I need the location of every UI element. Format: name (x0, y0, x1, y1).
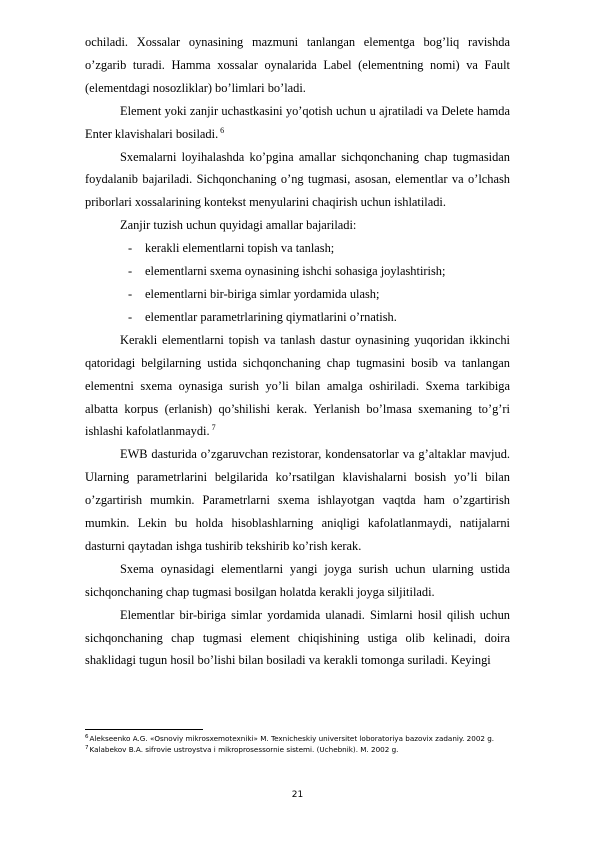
list-item (85, 260, 510, 283)
paragraph-2-text: Element yoki zanjir uchastkasini yo’qotish uchun u ajratiladi va Delete hamda Enter klavishalari bosiladi. (85, 103, 510, 141)
footnote-text: Alekseenko A.G. «Osnoviy mikrosxemotexniki» M. Texnicheskiy universitet loboratoriya bazovix zadaniy. 2002 g. (89, 734, 495, 743)
footnote-7 (85, 745, 525, 754)
body-text (85, 31, 510, 672)
paragraph-3: Sxemalarni loyihalashda ko’pgina amallar sichqonchaning chap tugmasidan foydalanib bajariladi. Sichqonchaning o’ng tugmasi, asosan, elementlar va o’lchash priborlari xossalarining kontekst menyularini chaqirish uchun ishlatiladi. (85, 149, 510, 210)
footnote-ref-7[interactable]: 7 (211, 423, 216, 433)
list-item-text: elementlarni sxema oynasining ishchi sohasiga joylashtirish; (145, 264, 446, 279)
list-item-text: elementlarni bir-biriga simlar yordamida ulash; (145, 286, 380, 301)
paragraph-10: EWB dasturida o’zgaruvchan rezistorar, kondensatorlar va g’altaklar mavjud. Ularning parametrlarini belgilarida ko’rsatilgan klavishalarni bosish yo’li bilan o’zgartirish mumkin. Parametrlarni sxema ishlayotgan vaqtda ham o’zgartirish mumkin. Lekin bu holda hisoblashlarning aniqligi kafolatlanmaydi, natijalarni dasturni qaytadan ishga tushirib tekshirib ko’rish kerak. (85, 447, 510, 553)
footnote-separator (85, 729, 203, 730)
list-dash: - (128, 241, 133, 256)
list-item-text: kerakli elementlarni topish va tanlash; (145, 241, 335, 256)
paragraph-9-text: Kerakli elementlarni topish va tanlash dastur oynasining yuqoridan ikkinchi qatoridagi belgilarning ustida sichqonchaning chap tugmasini bosib va tanlangan elementni sxema oynasiga surish yo’li bilan amalga oshiriladi. Sxema tarkibiga albatta korpus (erlanish) qo’shilishi kerak. Yerlanish bo’lmasa sxemaning to’g’ri ishlashi kafolatlanmaydi. (85, 332, 510, 439)
footnote-number: 6 (85, 734, 89, 740)
paragraph-9 (85, 329, 510, 444)
list-item-text: elementlar parametrlarining qiymatlarini o’rnatish. (145, 309, 397, 324)
list-dash: - (128, 286, 133, 301)
footnote-number: 7 (85, 745, 89, 751)
footnote-6 (85, 734, 525, 743)
list-item (85, 306, 510, 329)
list-dash: - (128, 309, 133, 324)
list-item (85, 283, 510, 306)
page-number: 21 (291, 790, 304, 800)
paragraph-2 (85, 100, 510, 146)
list-item (85, 237, 510, 260)
paragraph-11: Sxema oynasidagi elementlarni yangi joyga surish uchun ularning ustida sichqonchaning chap tugmasi bosilgan holatda kerakli joyga siljitiladi. (85, 561, 510, 599)
footnote-ref-6[interactable]: 6 (220, 125, 225, 135)
paragraph-12: Elementlar bir-biriga simlar yordamida ulanadi. Simlarni hosil qilish uchun sichqonchaning chap tugmasi element chiqishining ustiga olib kelinadi, doira shaklidagi tugun hosil bo’lishi bilan bosiladi va kerakli tomonga suriladi. Keyingi (85, 607, 510, 668)
list-dash: - (128, 264, 133, 279)
paragraph-1: ochiladi. Xossalar oynasining mazmuni tanlangan elementga bog’liq ravishda o’zgarib turadi. Hamma xossalar oynalarida Label (elementning nomi) va Fault (elementdagi nosozliklar) bo’limlari bo’ladi. (85, 35, 510, 95)
footnote-text: Kalabekov B.A. sifrovie ustroystva i mikroprosessornie sistemi. (Uchebnik). M. 2002 g. (89, 745, 399, 754)
paragraph-4: Zanjir tuzish uchun quyidagi amallar bajariladi: (120, 218, 357, 233)
